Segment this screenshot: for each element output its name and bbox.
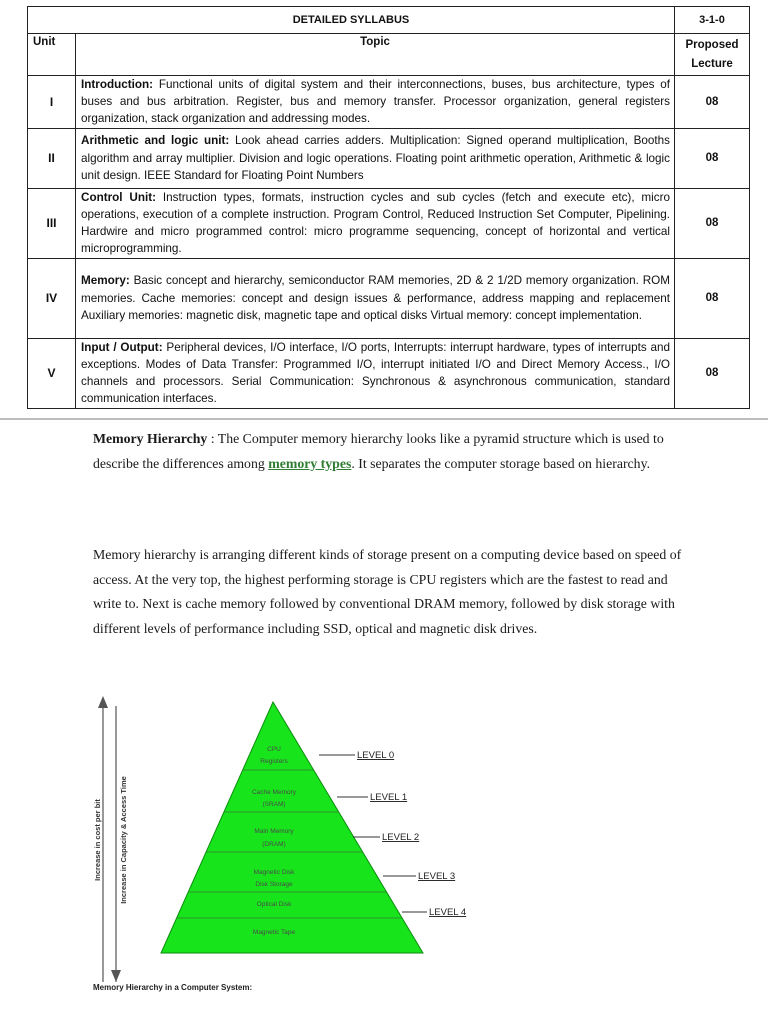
table-row	[28, 128, 750, 188]
topic-heading: Memory:	[81, 274, 130, 288]
level-0-label: LEVEL 0	[357, 750, 395, 761]
layer-label-disk-2: Disk Storage	[255, 881, 293, 888]
topic-cell	[76, 128, 675, 188]
layer-label-main-2: (DRAM)	[262, 841, 286, 848]
topic-text: Peripheral devices, I/O interface, I/O ports, Interrupts: interrupt hardware, types of interrupts and exceptions. Modes of Data Transfer: Programmed I/O, interrupt initiated I/O and Direct Memory Access., I/O channels and processors. Serial Communication: Synchronous & asynchronous communication, standard communication interfaces.	[81, 340, 670, 406]
figure-caption: Memory Hierarchy in a Computer System:	[93, 983, 253, 992]
layer-label-main-1: Main Memory	[254, 828, 294, 835]
capacity-axis-arrowhead	[111, 970, 121, 982]
topic-text: Functional units of digital system and their interconnections, buses, bus architecture, types of buses and bus arbitration. Register, bus and memory transfer. Processor organization, general registers organization, stack organization and addressing modes.	[81, 78, 670, 126]
topic-heading: Introduction:	[81, 78, 154, 91]
table-subheader-row	[28, 34, 750, 76]
memory-types-link[interactable]: memory types	[268, 455, 352, 471]
unit-column-header: Unit	[28, 34, 76, 76]
layer-label-tape: Magnetic Tape	[252, 929, 296, 936]
table-row	[28, 188, 750, 258]
capacity-axis-label: Increase in Capacity & Access Time	[119, 776, 128, 904]
layer-label-disk-1: Magnetic Disk	[253, 869, 295, 876]
topic-text: Instruction types, formats, instruction cycles and sub cycles (fetch and execute etc), micro operations, execution of a complete instruction. Program Control, Reduced Instruction Set Computer, Pipelining. Hardwire and micro programmed control: micro programme sequencing, concept of horizontal and vertical microprogramming.	[81, 190, 670, 256]
table-row	[28, 338, 750, 408]
lecture-header-line2: Lecture	[691, 57, 733, 70]
topic-text: Basic concept and hierarchy, semiconductor RAM memories, 2D & 2 1/2D memory organization. ROM memories. Cache memories: concept and design issues & performance, address mapping and replacement Auxiliary memories: magnetic disk, magnetic tape and optical disks Virtual memory: concept implementation.	[81, 274, 670, 322]
syllabus-table	[27, 6, 750, 409]
lecture-cell: 08	[675, 76, 750, 129]
layer-label-cache-2: (SRAM)	[262, 801, 286, 808]
syllabus-title: DETAILED SYLLABUS	[28, 7, 675, 34]
lecture-cell: 08	[675, 188, 750, 258]
unit-cell: IV	[28, 258, 76, 338]
topic-cell	[76, 258, 675, 338]
cost-axis-arrowhead	[98, 696, 108, 708]
lecture-cell: 08	[675, 258, 750, 338]
memory-hierarchy-diagram	[93, 690, 473, 990]
layer-label-registers-2: Registers	[260, 758, 288, 765]
topic-heading: Input / Output:	[81, 340, 163, 354]
level-4-label: LEVEL 4	[429, 907, 467, 918]
topic-heading: Control Unit:	[81, 190, 157, 204]
table-row	[28, 258, 750, 338]
intro-text-after: . It separates the computer storage based on hierarchy.	[351, 455, 651, 471]
topic-cell	[76, 188, 675, 258]
unit-cell: I	[28, 76, 76, 129]
level-3-label: LEVEL 3	[418, 871, 456, 882]
syllabus-section	[0, 0, 768, 420]
layer-label-registers-1: CPU	[267, 746, 281, 753]
memory-hierarchy-description: Memory hierarchy is arranging different kinds of storage present on a computing device based on speed of access. At the very top, the highest performing storage is CPU registers which are the fastest to read and write to. Next is cache memory followed by conventional DRAM memory, followed by disk storage with different levels of performance including SSD, optical and magnetic disk drives.	[93, 547, 682, 636]
term-memory-hierarchy: Memory Hierarchy	[93, 431, 208, 446]
topic-text: Look ahead carries adders. Multiplication: Signed operand multiplication, Booths algorithm and array multiplier. Division and logic operations. Floating point arithmetic operation, Arithmetic & logic unit design. IEEE Standard for Floating Point Numbers	[81, 134, 670, 182]
lecture-column-header	[675, 34, 750, 76]
layer-label-cache-1: Cache Memory	[251, 789, 297, 796]
topic-cell	[76, 338, 675, 408]
lecture-cell: 08	[675, 338, 750, 408]
topic-cell	[76, 76, 675, 129]
intro-text-before: : The Computer memory hierarchy looks like a pyramid structure which is used to describe the differences among	[93, 431, 664, 471]
topic-column-header: Topic	[76, 34, 675, 76]
lecture-cell: 08	[675, 128, 750, 188]
cost-axis-label: Increase in cost per bit	[93, 799, 102, 881]
unit-cell: II	[28, 128, 76, 188]
topic-heading: Arithmetic and logic unit:	[81, 134, 230, 148]
lecture-header-line1: Proposed	[685, 38, 739, 51]
level-1-label: LEVEL 1	[370, 792, 408, 803]
table-header-row	[28, 7, 750, 34]
credits-label: 3-1-0	[675, 7, 750, 34]
table-row	[28, 76, 750, 129]
layer-label-optical: Optical Disk	[256, 901, 292, 908]
level-2-label: LEVEL 2	[382, 832, 420, 843]
memory-hierarchy-intro	[93, 427, 693, 476]
unit-cell: V	[28, 338, 76, 408]
unit-cell: III	[28, 188, 76, 258]
